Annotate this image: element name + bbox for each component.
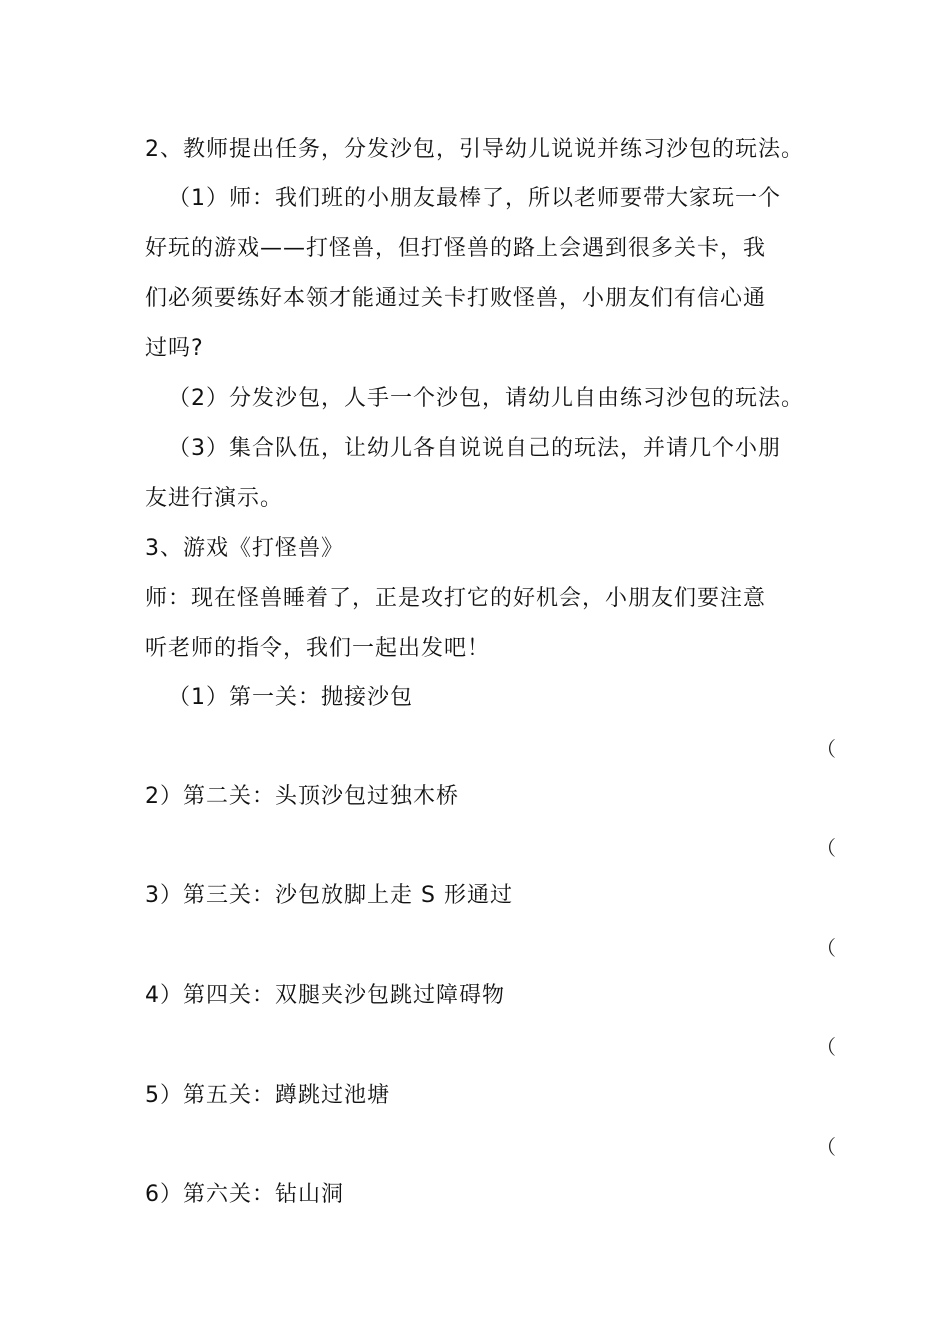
level-1: （1）第一关：抛接沙包: [168, 685, 413, 710]
paragraph-1-line-1: （1）师：我们班的小朋友最棒了，所以老师要带大家玩一个: [168, 186, 781, 211]
paren-mark: （: [816, 1135, 836, 1159]
paren-mark: （: [816, 1035, 836, 1059]
paragraph-1-line-4: 过吗?: [145, 336, 204, 361]
step-2-heading: 2、教师提出任务，分发沙包，引导幼儿说说并练习沙包的玩法。: [145, 137, 804, 162]
paragraph-1-line-3: 们必须要练好本领才能通过关卡打败怪兽，小朋友们有信心通: [145, 286, 767, 311]
paragraph-3-line-2: 友进行演示。: [145, 486, 284, 511]
level-2: 2）第二关：头顶沙包过独木桥: [145, 784, 459, 809]
level-6: 6）第六关：钻山洞: [145, 1182, 344, 1207]
paragraph-2: （2）分发沙包，人手一个沙包，请幼儿自由练习沙包的玩法。: [168, 386, 804, 411]
teacher-line-1: 师：现在怪兽睡着了，正是攻打它的好机会，小朋友们要注意: [145, 586, 767, 611]
level-5: 5）第五关：蹲跳过池塘: [145, 1083, 390, 1108]
level-3: 3）第三关：沙包放脚上走 S 形通过: [145, 883, 513, 908]
level-4: 4）第四关：双腿夹沙包跳过障碍物: [145, 983, 505, 1008]
teacher-line-2: 听老师的指令，我们一起出发吧！: [145, 636, 491, 661]
step-3-heading: 3、游戏《打怪兽》: [145, 536, 344, 561]
paren-mark: （: [816, 737, 836, 761]
paragraph-1-line-2: 好玩的游戏——打怪兽，但打怪兽的路上会遇到很多关卡，我: [145, 236, 767, 261]
paragraph-3-line-1: （3）集合队伍，让幼儿各自说说自己的玩法，并请几个小朋: [168, 436, 781, 461]
paren-mark: （: [816, 836, 836, 860]
paren-mark: （: [816, 936, 836, 960]
